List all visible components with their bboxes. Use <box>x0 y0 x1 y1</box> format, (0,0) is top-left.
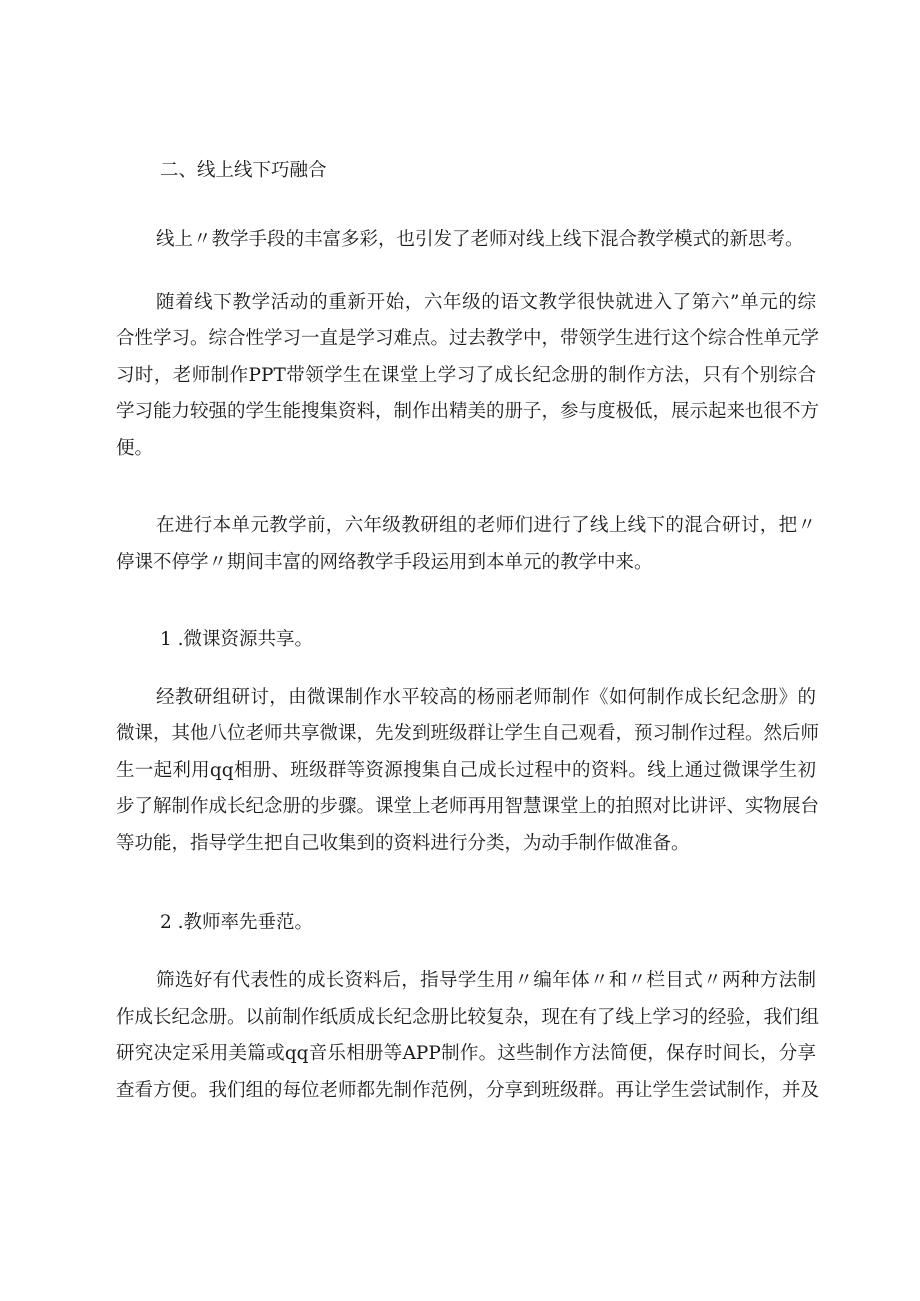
paragraph-line: 步了解制作成长纪念册的步骤。课堂上老师再用智慧课堂上的拍照对比讲评、实物展台 <box>116 796 820 817</box>
paragraph-line: 合性学习。综合性学习一直是学习难点。过去教学中，带领学生进行这个综合性单元学 <box>116 328 820 349</box>
paragraph-line: 研究决定采用美篇或qq音乐相册等APP制作。这些制作方法简便，保存时间长，分享 <box>116 1043 816 1064</box>
section-heading: 二、线上线下巧融合 <box>160 160 327 181</box>
paragraph-line: 微课，其他八位老师共享微课，先发到班级群让学生自己观看，预习制作过程。然后师 <box>116 723 820 744</box>
paragraph-line: 学习能力较强的学生能搜集资料，制作出精美的册子，参与度极低，展示起来也很不方 <box>116 401 820 422</box>
paragraph-line: 习时，老师制作PPT带领学生在课堂上学习了成长纪念册的制作方法，只有个别综合 <box>116 365 816 386</box>
paragraph-line: 停课不停学〃期间丰富的网络教学手段运用到本单元的教学中来。 <box>116 552 653 573</box>
paragraph-line: 等功能，指导学生把自己收集到的资料进行分类，为动手制作做准备。 <box>116 833 690 854</box>
list-item-heading: 1 .微课资源共享。 <box>160 629 314 650</box>
paragraph-line: 生一起利用qq相册、班级群等资源搜集自己成长过程中的资料。线上通过微课学生初 <box>116 760 816 781</box>
paragraph-line: 筛选好有代表性的成长资料后，指导学生用〃编年体〃和〃栏目式〃两种方法制 <box>156 970 816 991</box>
paragraph-line: 在进行本单元教学前，六年级教研组的老师们进行了线上线下的混合研讨，把〃 <box>156 515 816 536</box>
paragraph-line: 随着线下教学活动的重新开始，六年级的语文教学很快就进入了第六”单元的综 <box>156 292 816 313</box>
paragraph-line: 便。 <box>116 438 154 459</box>
list-item-heading: 2 .教师率先垂范。 <box>160 912 314 933</box>
paragraph-line: 线上〃教学手段的丰富多彩，也引发了老师对线上线下混合教学模式的新思考。 <box>156 229 804 250</box>
paragraph-line: 作成长纪念册。以前制作纸质成长纪念册比较复杂，现在有了线上学习的经验，我们组 <box>116 1007 820 1028</box>
paragraph-line: 经教研组研讨，由微课制作水平较高的杨丽老师制作《如何制作成长纪念册》的 <box>156 687 816 708</box>
paragraph-line: 查看方便。我们组的每位老师都先制作范例，分享到班级群。再让学生尝试制作，并及 <box>116 1080 820 1101</box>
